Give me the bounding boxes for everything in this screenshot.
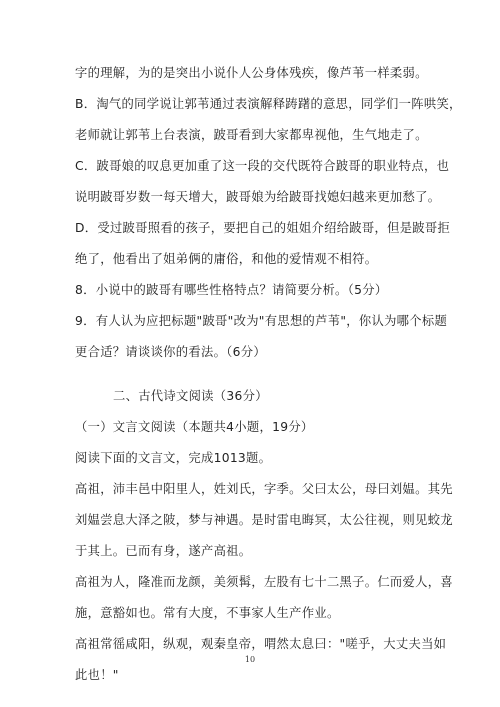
text-line: D．受过跛哥照看的孩子，要把自己的姐姐介绍给跛哥，但是跛哥拒	[75, 221, 451, 235]
question-8: 8．小说中的跛哥有哪些性格特点？请简要分析。（5分）	[75, 283, 388, 297]
text-line: 老师就让郭苇上台表演，跛哥看到大家都卑视他，生气地走了。	[75, 128, 428, 142]
text-line: 绝了，他看出了姐弟俩的庸俗，和他的爱情观不相符。	[75, 252, 378, 266]
page-number: 10	[244, 655, 256, 664]
text-line: C．跛哥娘的叹息更加重了这一段的交代既符合跛哥的职业特点，也	[75, 159, 450, 173]
text-line: 此也！"	[75, 668, 119, 682]
question-9: 9．有人认为应把标题"跛哥"改为"有思想的芦苇"，你认为哪个标题	[75, 314, 448, 328]
text-line: 于其上。已而有身，遂产高祖。	[75, 544, 252, 558]
text-line: 字的理解，为的是突出小说仆人公身体残疾，像芦苇一样柔弱。	[75, 66, 428, 80]
subsection-title: （一）文言文阅读（本题共4小题，19分）	[75, 420, 314, 434]
text-line: 高祖，沛丰邑中阳里人，姓刘氏，字季。父曰太公，母曰刘媪。其先	[75, 482, 453, 496]
section-title: 二、古代诗文阅读（36分）	[113, 389, 268, 403]
text-line: 说明跛哥岁数一每天增大，跛哥娘为给跛哥找媳妇越来更加愁了。	[75, 190, 441, 204]
text-line: B．淘气的同学说让郭苇通过表演解释踌躇的意思，同学们一阵哄笑，	[75, 97, 462, 111]
text-line: 更合适？请谈谈你的看法。（6分）	[75, 345, 266, 359]
instruction-line: 阅读下面的文言文，完成1013题。	[75, 451, 272, 465]
text-line: 高祖常徭咸阳，纵观，观秦皇帝，喟然太息曰："嗟乎，大丈夫当如	[75, 637, 447, 651]
text-line: 刘媪尝息大泽之陂，梦与神遇。是时雷电晦冥，太公往视，则见蛟龙	[75, 513, 453, 527]
text-line: 高祖为人，隆准而龙颜，美须髯，左股有七十二黑子。仁而爱人，喜	[75, 575, 453, 589]
text-line: 施，意豁如也。常有大度，不事家人生产作业。	[75, 606, 340, 620]
